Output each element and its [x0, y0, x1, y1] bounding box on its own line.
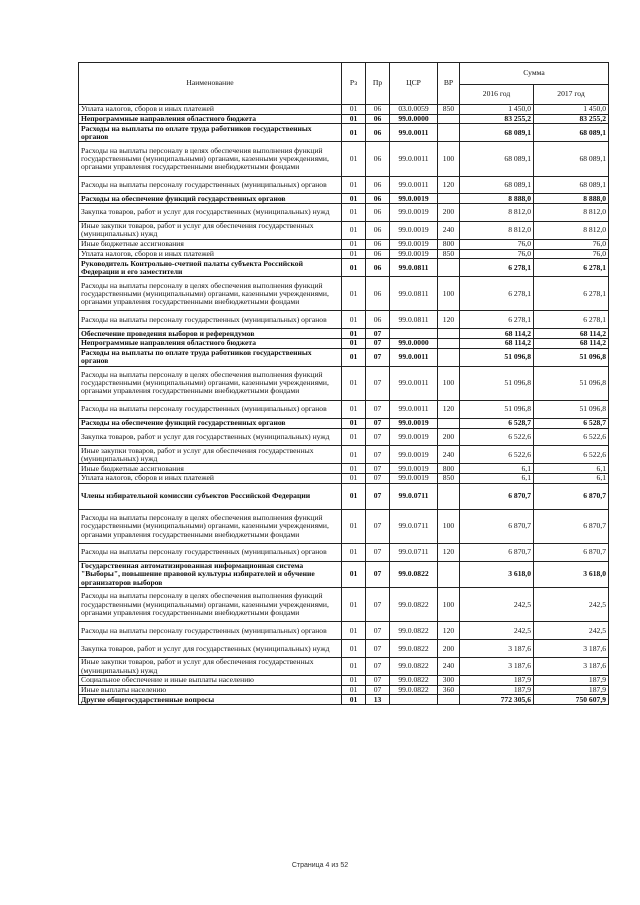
row-name: Закупка товаров, работ и услуг для государственных (муниципальных) нужд [79, 428, 342, 446]
row-rz: 01 [342, 259, 366, 277]
row-rz: 01 [342, 622, 366, 640]
row-rz: 01 [342, 676, 366, 686]
row-pr: 07 [366, 329, 390, 339]
row-vr [438, 483, 460, 509]
row-vr: 100 [438, 509, 460, 543]
row-sum-2016: 3 187,6 [460, 658, 534, 676]
table-row [79, 428, 609, 446]
row-csr: 99.0.0011 [390, 366, 438, 400]
row-rz: 01 [342, 339, 366, 349]
row-sum-2017: 68 089,1 [534, 176, 609, 194]
row-vr: 850 [438, 249, 460, 259]
row-sum-2016: 83 255,2 [460, 114, 534, 124]
row-rz: 01 [342, 277, 366, 311]
row-csr: 03.0.0059 [390, 105, 438, 115]
row-pr: 06 [366, 124, 390, 142]
table-row [79, 311, 609, 329]
table-row [79, 194, 609, 204]
row-rz: 01 [342, 124, 366, 142]
table-header [79, 63, 609, 105]
row-pr: 07 [366, 588, 390, 622]
row-name: Непрограммные направления областного бюджета [79, 339, 342, 349]
table-row [79, 249, 609, 259]
row-vr [438, 194, 460, 204]
row-csr: 99.0.0019 [390, 222, 438, 240]
row-sum-2016: 6 278,1 [460, 259, 534, 277]
row-pr: 07 [366, 658, 390, 676]
row-sum-2016: 68 114,2 [460, 339, 534, 349]
row-csr: 99.0.0822 [390, 685, 438, 695]
row-sum-2017: 1 450,0 [534, 105, 609, 115]
table-row [79, 685, 609, 695]
row-sum-2016: 51 096,8 [460, 400, 534, 418]
row-rz: 01 [342, 685, 366, 695]
row-sum-2016: 187,9 [460, 676, 534, 686]
row-vr: 120 [438, 176, 460, 194]
row-sum-2016: 1 450,0 [460, 105, 534, 115]
header-csr: ЦСР [390, 63, 438, 105]
row-rz: 01 [342, 114, 366, 124]
row-name: Государственная автоматизированная информационная система "Выборы", повышение правовой культуры избирателей и обучение организаторов выборов [79, 561, 342, 587]
row-sum-2017: 187,9 [534, 685, 609, 695]
row-sum-2016: 6 522,6 [460, 446, 534, 464]
row-csr: 99.0.0822 [390, 561, 438, 587]
row-csr: 99.0.0822 [390, 676, 438, 686]
row-pr: 07 [366, 676, 390, 686]
table-row [79, 366, 609, 400]
row-sum-2017: 6 278,1 [534, 277, 609, 311]
row-pr: 07 [366, 366, 390, 400]
row-pr: 07 [366, 640, 390, 658]
row-sum-2017: 6 278,1 [534, 311, 609, 329]
row-sum-2016: 8 812,0 [460, 222, 534, 240]
row-csr: 99.0.0711 [390, 483, 438, 509]
row-pr: 07 [366, 473, 390, 483]
row-sum-2016: 51 096,8 [460, 366, 534, 400]
row-vr [438, 329, 460, 339]
row-sum-2016: 68 114,2 [460, 329, 534, 339]
row-csr [390, 329, 438, 339]
row-csr: 99.0.0019 [390, 446, 438, 464]
row-sum-2016: 6 278,1 [460, 277, 534, 311]
row-rz: 01 [342, 561, 366, 587]
row-csr: 99.0.0011 [390, 348, 438, 366]
table-row [79, 446, 609, 464]
header-year-2017: 2017 год [534, 85, 609, 105]
table-row [79, 640, 609, 658]
table-row [79, 464, 609, 474]
row-sum-2017: 68 089,1 [534, 142, 609, 176]
row-sum-2017: 8 812,0 [534, 222, 609, 240]
row-csr [390, 695, 438, 705]
row-sum-2016: 3 618,0 [460, 561, 534, 587]
row-pr: 07 [366, 685, 390, 695]
row-sum-2016: 6 528,7 [460, 418, 534, 428]
row-rz: 01 [342, 105, 366, 115]
table-row [79, 277, 609, 311]
row-vr [438, 114, 460, 124]
row-name: Непрограммные направления областного бюджета [79, 114, 342, 124]
row-name: Социальное обеспечение и иные выплаты населению [79, 676, 342, 686]
row-rz: 01 [342, 142, 366, 176]
row-pr: 07 [366, 348, 390, 366]
row-sum-2016: 6 870,7 [460, 509, 534, 543]
table-row [79, 259, 609, 277]
row-rz: 01 [342, 249, 366, 259]
row-rz: 01 [342, 400, 366, 418]
table-row [79, 658, 609, 676]
row-vr [438, 695, 460, 705]
row-vr: 120 [438, 622, 460, 640]
row-csr: 99.0.0011 [390, 400, 438, 418]
row-rz: 01 [342, 544, 366, 562]
row-name: Закупка товаров, работ и услуг для государственных (муниципальных) нужд [79, 640, 342, 658]
row-sum-2017: 6,1 [534, 473, 609, 483]
row-sum-2017: 6 528,7 [534, 418, 609, 428]
table-row [79, 329, 609, 339]
table-row [79, 114, 609, 124]
row-name: Расходы на выплаты по оплате труда работников государственных органов [79, 124, 342, 142]
row-name: Иные бюджетные ассигнования [79, 464, 342, 474]
row-rz: 01 [342, 222, 366, 240]
row-vr [438, 348, 460, 366]
row-vr: 300 [438, 676, 460, 686]
row-pr: 06 [366, 239, 390, 249]
row-sum-2017: 68 089,1 [534, 124, 609, 142]
row-pr: 06 [366, 142, 390, 176]
row-vr [438, 259, 460, 277]
row-rz: 01 [342, 446, 366, 464]
row-vr: 100 [438, 142, 460, 176]
row-csr: 99.0.0711 [390, 509, 438, 543]
row-sum-2017: 3 187,6 [534, 658, 609, 676]
row-sum-2017: 242,5 [534, 588, 609, 622]
row-vr [438, 339, 460, 349]
table-row [79, 176, 609, 194]
table-row [79, 105, 609, 115]
row-csr: 99.0.0711 [390, 544, 438, 562]
row-sum-2017: 8 888,0 [534, 194, 609, 204]
row-rz: 01 [342, 239, 366, 249]
row-name: Расходы на выплаты персоналу в целях обеспечения выполнения функций государственными (муниципальными) органами, казенными учреждениями, органами управления государственными внебюджетными фондами [79, 277, 342, 311]
row-csr: 99.0.0822 [390, 622, 438, 640]
row-pr: 06 [366, 194, 390, 204]
row-sum-2016: 68 089,1 [460, 124, 534, 142]
row-pr: 06 [366, 204, 390, 222]
table-row [79, 124, 609, 142]
row-csr: 99.0.0000 [390, 339, 438, 349]
row-rz: 01 [342, 509, 366, 543]
table-row [79, 222, 609, 240]
row-name: Расходы на выплаты персоналу государственных (муниципальных) органов [79, 544, 342, 562]
row-sum-2017: 6 870,7 [534, 509, 609, 543]
row-sum-2016: 8 888,0 [460, 194, 534, 204]
row-name: Расходы на выплаты персоналу государственных (муниципальных) органов [79, 311, 342, 329]
table-row [79, 400, 609, 418]
table-row [79, 561, 609, 587]
row-rz: 01 [342, 658, 366, 676]
row-vr: 360 [438, 685, 460, 695]
row-sum-2017: 68 114,2 [534, 329, 609, 339]
row-name: Иные выплаты населению [79, 685, 342, 695]
table-row [79, 695, 609, 705]
row-pr: 07 [366, 622, 390, 640]
row-sum-2017: 6 522,6 [534, 446, 609, 464]
row-sum-2016: 6 870,7 [460, 544, 534, 562]
row-pr: 07 [366, 509, 390, 543]
row-name: Иные закупки товаров, работ и услуг для обеспечения государственных (муниципальных) нужд [79, 658, 342, 676]
row-name: Расходы на выплаты персоналу в целях обеспечения выполнения функций государственными (муниципальными) органами, казенными учреждениями, органами управления государственными внебюджетными фондами [79, 509, 342, 543]
table-row [79, 483, 609, 509]
row-name: Расходы на выплаты персоналу государственных (муниципальных) органов [79, 622, 342, 640]
row-csr: 99.0.0019 [390, 194, 438, 204]
row-name: Расходы на выплаты персоналу в целях обеспечения выполнения функций государственными (муниципальными) органами, казенными учреждениями, органами управления государственными внебюджетными фондами [79, 588, 342, 622]
header-vr: ВР [438, 63, 460, 105]
row-rz: 01 [342, 176, 366, 194]
row-sum-2016: 242,5 [460, 622, 534, 640]
row-pr: 06 [366, 259, 390, 277]
row-vr: 120 [438, 544, 460, 562]
row-sum-2017: 3 618,0 [534, 561, 609, 587]
row-rz: 01 [342, 428, 366, 446]
row-pr: 07 [366, 400, 390, 418]
table-row [79, 473, 609, 483]
budget-table [78, 62, 609, 705]
row-sum-2017: 6 522,6 [534, 428, 609, 446]
row-sum-2017: 76,0 [534, 249, 609, 259]
table-row [79, 339, 609, 349]
row-pr: 06 [366, 222, 390, 240]
row-csr: 99.0.0011 [390, 176, 438, 194]
row-csr: 99.0.0822 [390, 588, 438, 622]
row-name: Обеспечение проведения выборов и референдумов [79, 329, 342, 339]
row-name: Расходы на выплаты персоналу в целях обеспечения выполнения функций государственными (муниципальными) органами, казенными учреждениями, органами управления государственными внебюджетными фондами [79, 142, 342, 176]
row-sum-2016: 76,0 [460, 239, 534, 249]
row-sum-2016: 6 522,6 [460, 428, 534, 446]
row-sum-2016: 68 089,1 [460, 142, 534, 176]
row-pr: 06 [366, 311, 390, 329]
table-row [79, 509, 609, 543]
row-csr: 99.0.0011 [390, 142, 438, 176]
row-name: Расходы на обеспечение функций государственных органов [79, 194, 342, 204]
row-rz: 01 [342, 311, 366, 329]
row-sum-2017: 6 870,7 [534, 544, 609, 562]
table-row [79, 239, 609, 249]
row-name: Уплата налогов, сборов и иных платежей [79, 473, 342, 483]
row-pr: 06 [366, 105, 390, 115]
row-csr: 99.0.0011 [390, 124, 438, 142]
table-row [79, 622, 609, 640]
row-name: Расходы на выплаты по оплате труда работников государственных органов [79, 348, 342, 366]
row-vr: 100 [438, 588, 460, 622]
row-csr: 99.0.0811 [390, 259, 438, 277]
row-sum-2017: 6 278,1 [534, 259, 609, 277]
table-row [79, 676, 609, 686]
row-sum-2017: 51 096,8 [534, 348, 609, 366]
header-year-2016: 2016 год [460, 85, 534, 105]
row-name: Уплата налогов, сборов и иных платежей [79, 105, 342, 115]
row-vr: 800 [438, 464, 460, 474]
row-sum-2016: 68 089,1 [460, 176, 534, 194]
row-csr: 99.0.0019 [390, 428, 438, 446]
row-sum-2016: 76,0 [460, 249, 534, 259]
row-rz: 01 [342, 329, 366, 339]
row-name: Расходы на выплаты персоналу государственных (муниципальных) органов [79, 400, 342, 418]
row-pr: 06 [366, 176, 390, 194]
row-sum-2016: 6 870,7 [460, 483, 534, 509]
row-csr: 99.0.0822 [390, 658, 438, 676]
row-sum-2016: 772 305,6 [460, 695, 534, 705]
page-number: Страница 4 из 52 [291, 862, 349, 869]
table-row [79, 418, 609, 428]
row-csr: 99.0.0811 [390, 311, 438, 329]
row-sum-2017: 6,1 [534, 464, 609, 474]
row-sum-2016: 6,1 [460, 464, 534, 474]
row-vr: 240 [438, 222, 460, 240]
row-name: Иные закупки товаров, работ и услуг для обеспечения государственных (муниципальных) нужд [79, 222, 342, 240]
row-vr: 200 [438, 640, 460, 658]
row-rz: 01 [342, 640, 366, 658]
row-sum-2017: 51 096,8 [534, 400, 609, 418]
row-rz: 01 [342, 473, 366, 483]
row-sum-2017: 187,9 [534, 676, 609, 686]
row-sum-2017: 242,5 [534, 622, 609, 640]
row-csr: 99.0.0019 [390, 473, 438, 483]
row-sum-2016: 187,9 [460, 685, 534, 695]
row-sum-2017: 3 187,6 [534, 640, 609, 658]
row-vr: 200 [438, 204, 460, 222]
table-row [79, 588, 609, 622]
row-rz: 01 [342, 348, 366, 366]
row-csr: 99.0.0000 [390, 114, 438, 124]
table-row [79, 348, 609, 366]
row-vr: 800 [438, 239, 460, 249]
row-sum-2016: 8 812,0 [460, 204, 534, 222]
row-vr: 120 [438, 311, 460, 329]
row-pr: 07 [366, 464, 390, 474]
table-row [79, 204, 609, 222]
row-pr: 06 [366, 249, 390, 259]
row-pr: 07 [366, 446, 390, 464]
row-pr: 07 [366, 418, 390, 428]
row-vr [438, 561, 460, 587]
row-sum-2017: 51 096,8 [534, 366, 609, 400]
row-name: Закупка товаров, работ и услуг для государственных (муниципальных) нужд [79, 204, 342, 222]
row-csr: 99.0.0019 [390, 239, 438, 249]
row-name: Иные бюджетные ассигнования [79, 239, 342, 249]
row-name: Другие общегосударственные вопросы [79, 695, 342, 705]
row-vr: 850 [438, 473, 460, 483]
row-pr: 06 [366, 277, 390, 311]
row-csr: 99.0.0019 [390, 418, 438, 428]
row-vr: 100 [438, 277, 460, 311]
row-name: Расходы на обеспечение функций государственных органов [79, 418, 342, 428]
row-csr: 99.0.0811 [390, 277, 438, 311]
row-sum-2017: 6 870,7 [534, 483, 609, 509]
row-sum-2017: 750 607,9 [534, 695, 609, 705]
row-name: Члены избирательной комиссии субъектов Российской Федерации [79, 483, 342, 509]
row-csr: 99.0.0019 [390, 204, 438, 222]
row-rz: 01 [342, 194, 366, 204]
header-sum: Сумма [460, 63, 609, 85]
row-sum-2017: 76,0 [534, 239, 609, 249]
row-pr: 07 [366, 561, 390, 587]
row-rz: 01 [342, 588, 366, 622]
row-vr [438, 418, 460, 428]
row-sum-2017: 68 114,2 [534, 339, 609, 349]
row-vr: 240 [438, 446, 460, 464]
row-rz: 01 [342, 483, 366, 509]
row-pr: 07 [366, 544, 390, 562]
row-rz: 01 [342, 366, 366, 400]
row-rz: 01 [342, 418, 366, 428]
row-sum-2016: 3 187,6 [460, 640, 534, 658]
row-pr: 13 [366, 695, 390, 705]
row-name: Расходы на выплаты персоналу государственных (муниципальных) органов [79, 176, 342, 194]
row-sum-2017: 83 255,2 [534, 114, 609, 124]
row-vr: 850 [438, 105, 460, 115]
row-name: Руководитель Контрольно-счетной палаты субъекта Российской Федерации и его заместители [79, 259, 342, 277]
row-sum-2016: 6 278,1 [460, 311, 534, 329]
header-rz: Рз [342, 63, 366, 105]
header-pr: Пр [366, 63, 390, 105]
row-rz: 01 [342, 695, 366, 705]
table-body [79, 105, 609, 705]
row-sum-2017: 8 812,0 [534, 204, 609, 222]
row-pr: 06 [366, 114, 390, 124]
row-vr: 120 [438, 400, 460, 418]
row-vr: 240 [438, 658, 460, 676]
row-vr [438, 124, 460, 142]
table-row [79, 142, 609, 176]
row-vr: 100 [438, 366, 460, 400]
row-sum-2016: 6,1 [460, 473, 534, 483]
row-pr: 07 [366, 428, 390, 446]
row-pr: 07 [366, 483, 390, 509]
row-name: Иные закупки товаров, работ и услуг для обеспечения государственных (муниципальных) нужд [79, 446, 342, 464]
row-sum-2016: 242,5 [460, 588, 534, 622]
row-csr: 99.0.0822 [390, 640, 438, 658]
row-csr: 99.0.0019 [390, 464, 438, 474]
row-csr: 99.0.0019 [390, 249, 438, 259]
row-sum-2016: 51 096,8 [460, 348, 534, 366]
row-name: Расходы на выплаты персоналу в целях обеспечения выполнения функций государственными (муниципальными) органами, казенными учреждениями, органами управления государственными внебюджетными фондами [79, 366, 342, 400]
row-pr: 07 [366, 339, 390, 349]
row-rz: 01 [342, 204, 366, 222]
table-row [79, 544, 609, 562]
row-rz: 01 [342, 464, 366, 474]
header-name: Наименование [79, 63, 342, 105]
row-vr: 200 [438, 428, 460, 446]
row-name: Уплата налогов, сборов и иных платежей [79, 249, 342, 259]
